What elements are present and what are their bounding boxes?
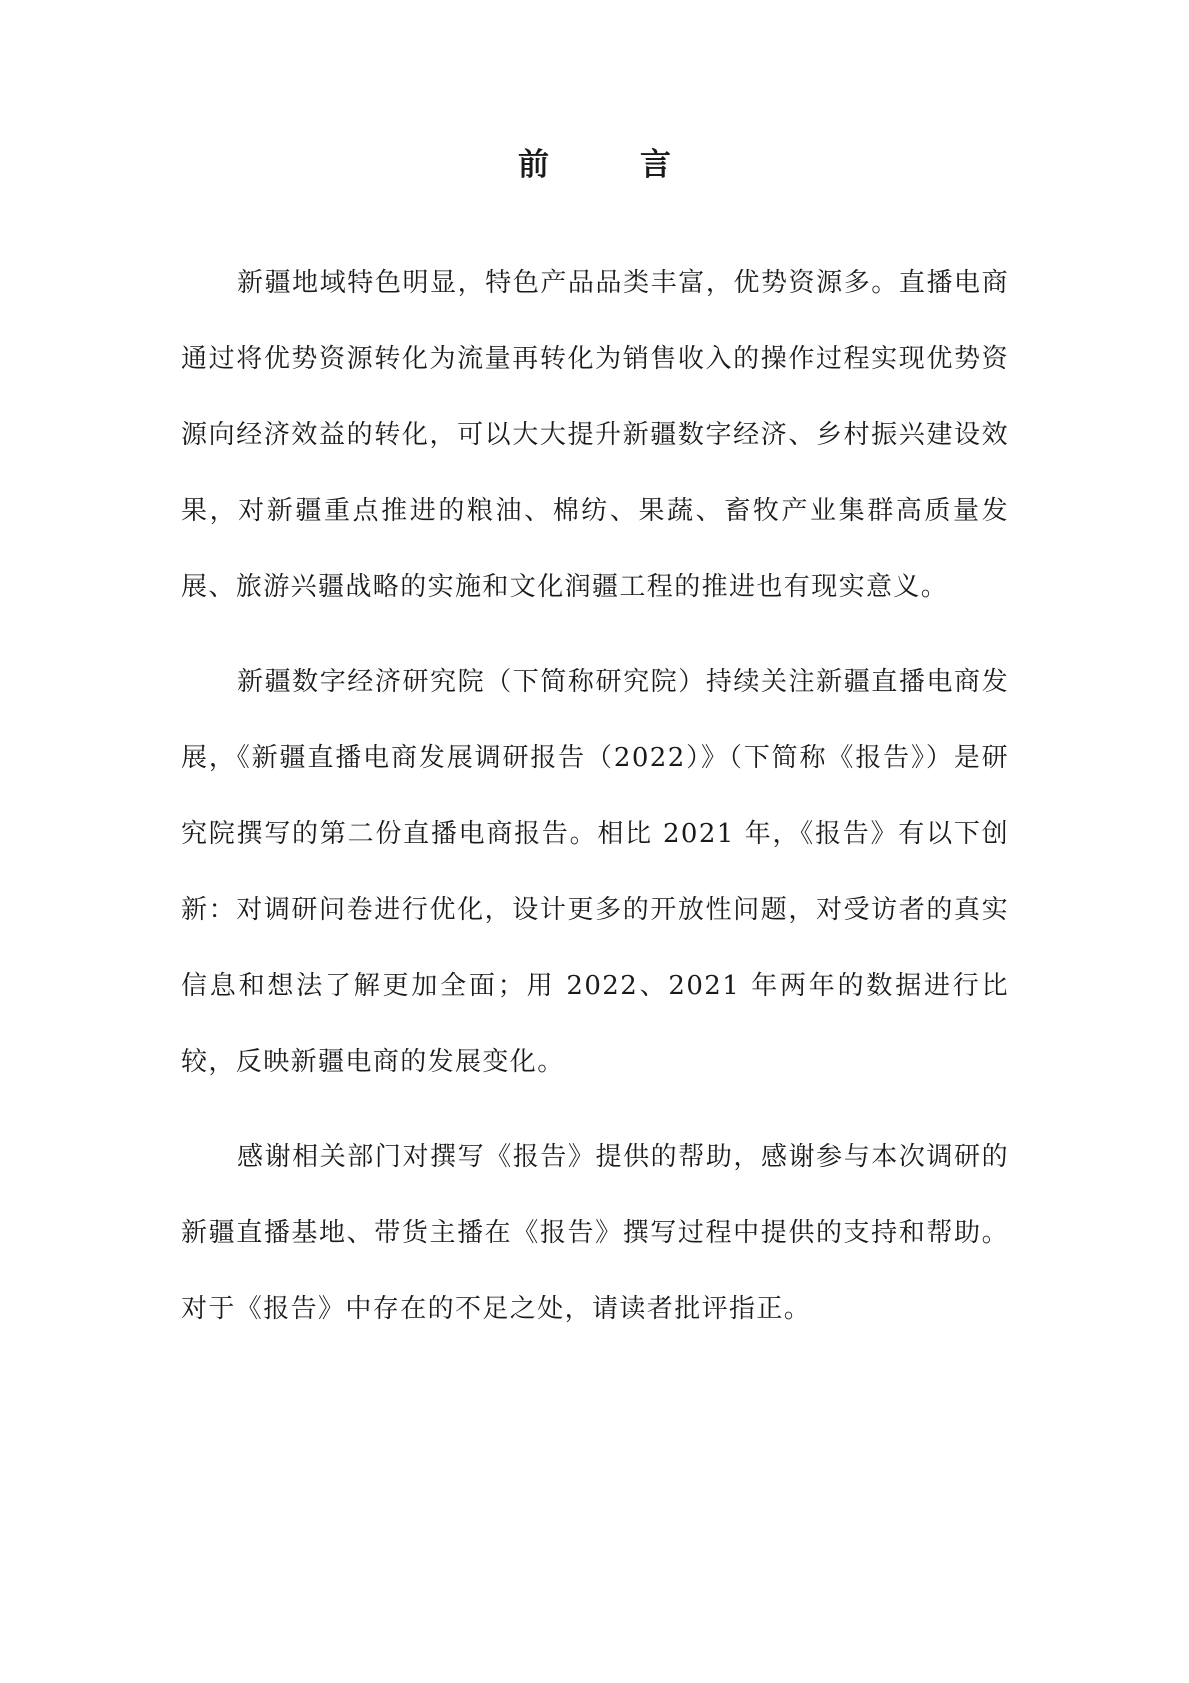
paragraph-report-overview: 新疆数字经济研究院（下简称研究院）持续关注新疆直播电商发展，《新疆直播电商发展调研报告（2022）》（下简称《报告》）是研究院撰写的第二份直播电商报告。相比 2021 年，《报告》有以下创新：对调研问卷进行优化，设计更多的开放性问题，对受访者的真实信息和想法了解更加全面；用 2022、2021 年两年的数据进行比较，反映新疆电商的发展变化。 (181, 667, 1009, 1077)
document-body (181, 245, 1009, 1366)
page-title: 前 言 (518, 147, 701, 183)
paragraph-acknowledgements: 感谢相关部门对撰写《报告》提供的帮助，感谢参与本次调研的新疆直播基地、带货主播在《报告》撰写过程中提供的支持和帮助。对于《报告》中存在的不足之处，请读者批评指正。 (181, 1142, 1009, 1324)
paragraph-intro: 新疆地域特色明显，特色产品品类丰富，优势资源多。直播电商通过将优势资源转化为流量再转化为销售收入的操作过程实现优势资源向经济效益的转化，可以大大提升新疆数字经济、乡村振兴建设效果，对新疆重点推进的粮油、棉纺、果蔬、畜牧产业集群高质量发展、旅游兴疆战略的实施和文化润疆工程的推进也有现实意义。 (181, 268, 1009, 602)
